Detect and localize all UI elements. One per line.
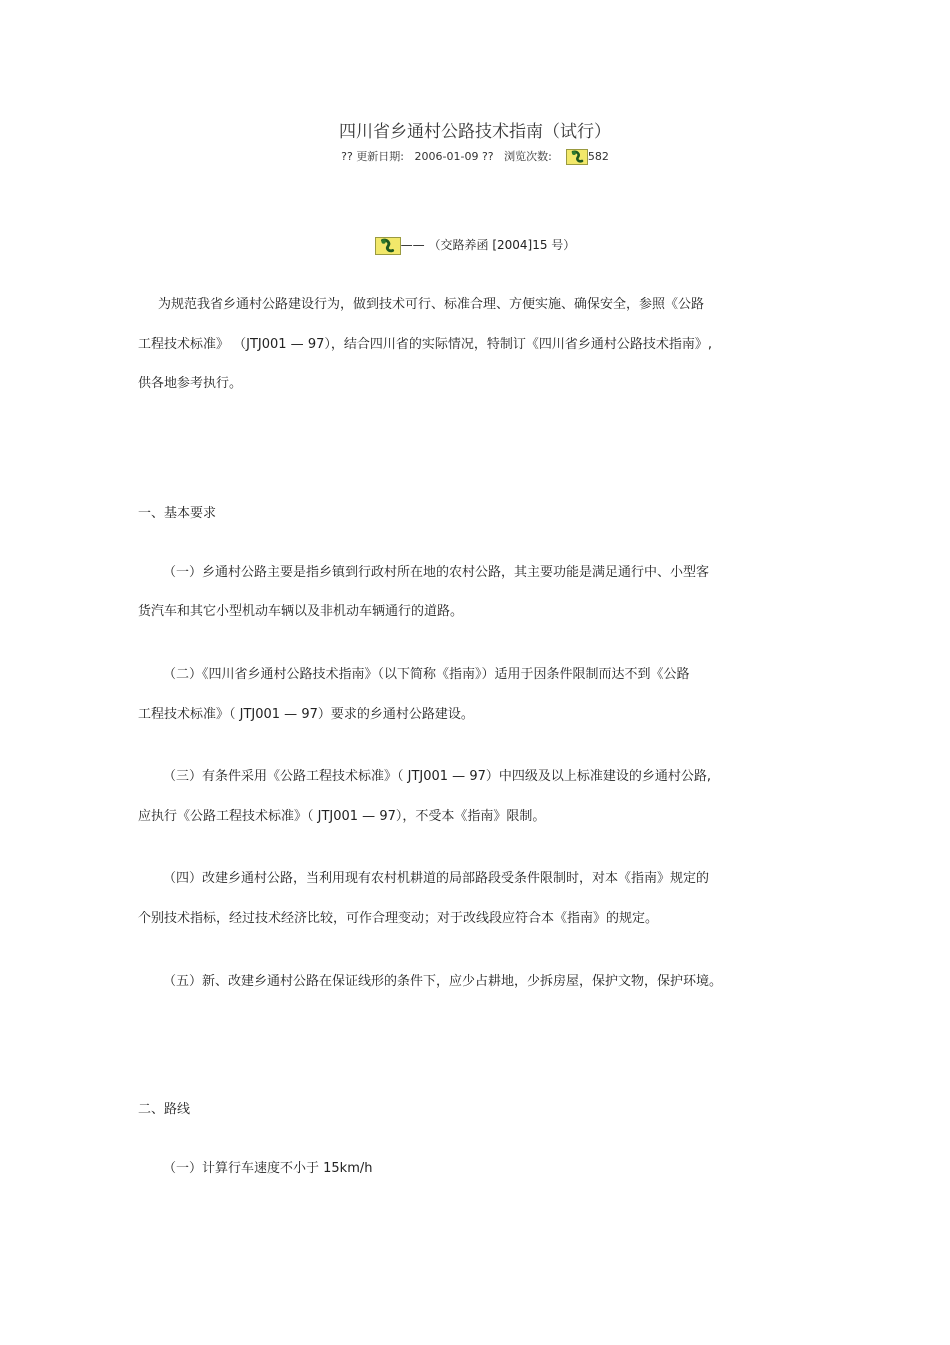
paragraph-line: 个别技术指标，经过技术经济比较，可作合理变动；对于改线段应符合本《指南》的规定。 — [138, 911, 659, 926]
intro-line: 工程技术标准》 （JTJ001 — 97），结合四川省的实际情况，特制订《四川省乡通村公路技术指南》, — [138, 337, 712, 352]
reference-number: （交路养函 [2004]15 号） — [428, 238, 576, 252]
paragraph-line: 货汽车和其它小型机动车辆以及非机动车辆通行的道路。 — [138, 604, 464, 619]
intro-line: 为规范我省乡通村公路建设行为，做到技术可行、标准合理、方便实施、确保安全，参照《公路 — [158, 297, 705, 312]
paragraph-line: 应执行《公路工程技术标准》（ JTJ001 — 97），不受本《指南》限制。 — [138, 809, 546, 824]
views-count: 582 — [587, 150, 609, 163]
paragraph-line: （一）计算行车速度不小于 15km/h — [163, 1161, 373, 1176]
paragraph-line: （三）有条件采用《公路工程技术标准》（ JTJ001 — 97）中四级及以上标准建设的乡通村公路, — [163, 769, 711, 784]
meta-separator: ?? — [481, 150, 494, 163]
page-title: 四川省乡通村公路技术指南（试行） — [339, 122, 611, 142]
meta-line — [0, 148, 950, 165]
section-heading: 二、路线 — [138, 1102, 191, 1117]
broken-image-icon — [375, 237, 401, 255]
update-date: 2006-01-09 — [414, 150, 479, 163]
paragraph-line: （二）《四川省乡通村公路技术指南》（以下简称《指南》）适用于因条件限制而达不到《公路 — [163, 667, 690, 682]
paragraph-line: （四）改建乡通村公路，当利用现有农村机耕道的局部路段受条件限制时，对本《指南》规定的 — [163, 871, 710, 886]
intro-line: 供各地参考执行。 — [138, 376, 243, 391]
reference-dash: —— — [400, 238, 425, 252]
views-label: 浏览次数: — [504, 150, 552, 163]
section-heading: 一、基本要求 — [138, 506, 217, 521]
broken-image-icon — [566, 149, 588, 165]
paragraph-line: （一）乡通村公路主要是指乡镇到行政村所在地的农村公路，其主要功能是满足通行中、小型客 — [163, 565, 710, 580]
paragraph-line: 工程技术标准》（ JTJ001 — 97）要求的乡通村公路建设。 — [138, 707, 474, 722]
meta-prefix: ?? — [341, 150, 357, 163]
paragraph-line: （五）新、改建乡通村公路在保证线形的条件下，应少占耕地，少拆房屋，保护文物，保护环境。 — [163, 974, 723, 989]
document-reference — [0, 236, 950, 255]
update-label: 更新日期: — [356, 150, 405, 163]
